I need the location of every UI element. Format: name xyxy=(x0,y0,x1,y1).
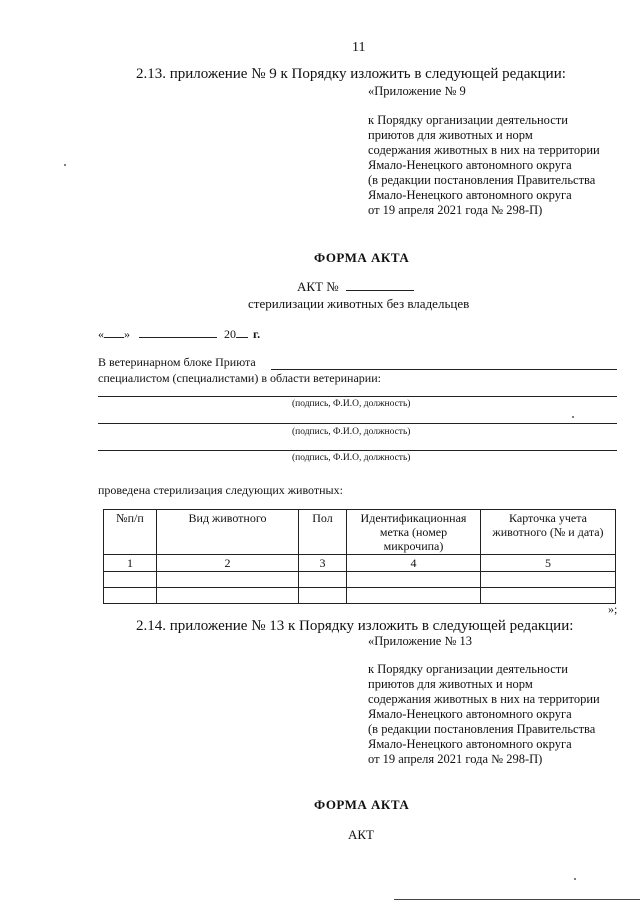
appendix-line: к Порядку организации деятельности xyxy=(368,662,568,676)
signature-line xyxy=(98,423,617,424)
appendix-line: Ямало-Ненецкого автономного округа xyxy=(368,737,572,751)
appendix-line: Ямало-Ненецкого автономного округа xyxy=(368,158,572,172)
appendix-line: приютов для животных и норм xyxy=(368,677,533,691)
appendix-line: содержания животных в них на территории xyxy=(368,143,600,157)
date-row xyxy=(98,326,260,342)
animals-table xyxy=(103,509,616,604)
table-cell xyxy=(299,572,347,588)
appendix-line: Ямало-Ненецкого автономного округа xyxy=(368,707,572,721)
signature-caption: (подпись, Ф.И.О, должность) xyxy=(292,427,411,437)
table-cell: 4 xyxy=(347,555,481,572)
act-number-label: АКТ № xyxy=(297,279,339,294)
table-cell: 3 xyxy=(299,555,347,572)
table-header-cell: Карточка учета животного (№ и дата) xyxy=(481,510,616,555)
table-cell: 1 xyxy=(104,555,157,572)
table-cell xyxy=(347,588,481,604)
act-subtitle: стерилизации животных без владельцев xyxy=(248,296,470,311)
table-cell xyxy=(104,588,157,604)
table-row xyxy=(104,588,616,604)
act-number-row xyxy=(297,279,414,295)
table-cell xyxy=(104,572,157,588)
page-number: 11 xyxy=(352,40,366,55)
scan-edge-line xyxy=(394,899,640,900)
appendix-line: Ямало-Ненецкого автономного округа xyxy=(368,188,572,202)
appendix-label-13: «Приложение № 13 xyxy=(368,634,473,648)
date-day-blank xyxy=(104,326,124,338)
table-header-cell: Пол xyxy=(299,510,347,555)
scan-speck xyxy=(574,878,576,880)
appendix-reference-block xyxy=(368,662,600,767)
appendix-line: к Порядку организации деятельности xyxy=(368,113,568,127)
sterilization-text: проведена стерилизация следующих животных: xyxy=(98,483,343,497)
date-suffix: г. xyxy=(253,327,261,341)
signature-line xyxy=(98,396,617,397)
appendix-label-9: «Приложение № 9 xyxy=(368,84,466,98)
signature-caption: (подпись, Ф.И.О, должность) xyxy=(292,453,411,463)
appendix-line: содержания животных в них на территории xyxy=(368,692,600,706)
signature-caption: (подпись, Ф.И.О, должность) xyxy=(292,399,411,409)
table-header-cell: №п/п xyxy=(104,510,157,555)
table-cell xyxy=(347,572,481,588)
vet-block-text: В ветеринарном блоке Приюта xyxy=(98,355,256,369)
form-title: ФОРМА АКТА xyxy=(314,250,410,265)
table-cell xyxy=(157,572,299,588)
date-year-blank xyxy=(236,326,248,338)
table-cell xyxy=(481,588,616,604)
date-open-quote: « xyxy=(98,327,104,341)
table-cell xyxy=(299,588,347,604)
scan-speck xyxy=(64,164,66,166)
appendix-line: приютов для животных и норм xyxy=(368,128,533,142)
specialists-text: специалистом (специалистами) в области ветеринарии: xyxy=(98,371,381,385)
scan-speck xyxy=(572,416,574,418)
appendix-line: от 19 апреля 2021 года № 298-П) xyxy=(368,203,543,217)
vet-block-blank xyxy=(271,369,617,370)
table-cell: 2 xyxy=(157,555,299,572)
form-title: ФОРМА АКТА xyxy=(314,797,410,812)
table-cell: 5 xyxy=(481,555,616,572)
date-month-blank xyxy=(139,326,217,338)
act-number-blank xyxy=(346,279,414,291)
act-label: АКТ xyxy=(348,827,374,842)
appendix-line: (в редакции постановления Правительства xyxy=(368,722,596,736)
table-cell xyxy=(157,588,299,604)
section-heading-2-13: 2.13. приложение № 9 к Порядку изложить в следующей редакции: xyxy=(136,66,566,82)
table-header-cell: Вид животного xyxy=(157,510,299,555)
table-header-row xyxy=(104,510,616,555)
signature-line xyxy=(98,450,617,451)
appendix-line: (в редакции постановления Правительства xyxy=(368,173,596,187)
section-heading-2-14: 2.14. приложение № 13 к Порядку изложить в следующей редакции: xyxy=(136,618,574,634)
table-row xyxy=(104,555,616,572)
date-year: 20 xyxy=(224,327,236,341)
table-row xyxy=(104,572,616,588)
appendix-line: от 19 апреля 2021 года № 298-П) xyxy=(368,752,543,766)
closing-mark: »; xyxy=(608,602,618,616)
date-close-quote: » xyxy=(124,327,130,341)
table-cell xyxy=(481,572,616,588)
table-header-cell: Идентификационная метка (номер микрочипа) xyxy=(347,510,481,555)
appendix-reference-block xyxy=(368,113,600,218)
